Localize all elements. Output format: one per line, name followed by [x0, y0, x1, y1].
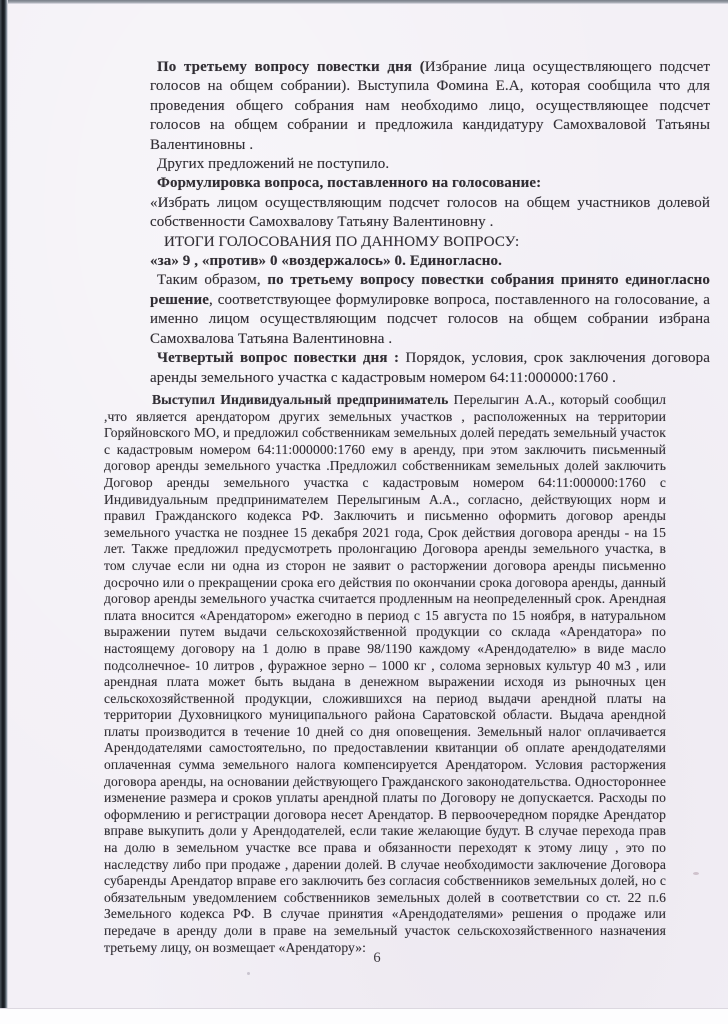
paragraph-third-question-intro [150, 58, 710, 155]
section-fourth-question [104, 392, 666, 956]
scan-edge-left [0, 0, 8, 1009]
paragraph-voting-results: «за» 9 , «против» 0 «воздержалось» 0. Единогласно. [150, 253, 502, 270]
paragraph-fourth-question-heading: Четвертый вопрос повестки дня : Порядок, условия, срок заключения договора аренды земельного участка с кадастровым номером 64:11:000000:1760 . [150, 350, 710, 386]
speaker-heading: Выступил Индивидуальный предприниматель [152, 392, 454, 407]
paragraph-question-wording: «Избрать лицом осуществляющим подсчет голосов на общем участников долевой собственности Самохвалову Татьяну Валентиновну . [150, 194, 710, 231]
paragraph-question-wording-heading: Формулировка вопроса, поставленного на голосование: [157, 175, 542, 192]
paragraph-voting-results-heading: ИТОГИ ГОЛОСОВАНИЯ ПО ДАННОМУ ВОПРОСУ: [164, 233, 520, 250]
third-question-body: Избрание лица осуществляющего подсчет голосов на общем собрании). Выступила Фомина Е.А, которая сообщила что для проведения общего собрания нам необходимо лицо, осуществляющее подсчет голосов на общем собрании и предложила кандидатуру Самохваловой Татьяны Валентиновны . [150, 59, 710, 153]
scan-edge-bottom [0, 1008, 728, 1024]
paragraph-no-other-proposals: Других предложений не поступило. [157, 156, 390, 173]
third-question-heading: По третьему вопросу повестки дня ( [157, 59, 425, 75]
scan-speck [247, 972, 250, 975]
paragraph-decision: Таким образом, по третьему вопросу повестки собрания принято единогласно решение, соответствующее формулировке вопроса, поставленного на голосование, а именно лицом осуществляющим подсчет голосов на общем собрании избрана Самохвалова Татьяна Валентиновна . [150, 272, 710, 347]
section-third-question [150, 58, 710, 388]
paragraph-entrepreneur-speech [104, 392, 666, 956]
scan-speck [693, 872, 699, 875]
scan-edge-top [0, 0, 728, 4]
speech-body: Перелыгин А.А., который сообщил ,что является арендатором других земельных участков , расположенных на территории Горяйновского МО, и предложил собственникам земельных долей передать земельный участок с кадастровым номером 64:11:000000:1760 ему в аренду, при этом заключить письменный договор аренды земельного участка .Предложил собственникам земельных долей заключить Договор аренды земельного участка с кадастровым номером 64:11:000000:1760 с Индивидуальным предпринимателем Перелыгиным А.А., согласно, действующих норм и правил Гражданского кодекса РФ. Заключить и письменно оформить договор аренды земельного участка не позднее 15 декабря 2021 года, Срок действия договора аренды - на 15 лет. Также предложил предусмотреть пролонгацию Договора аренды земельного участка, в том случае если ни одна из сторон не заявит о расторжении договора аренды письменно досрочно или о прекращении срока его действия по окончании срока договора аренды, данный договор аренды земельного участка считается продленным на неопределенный срок. Арендная плата вносится «Арендатором» ежегодно в период с 15 августа по 15 ноября, в натуральном выражении путем выдачи сельскохозяйственной продукции со склада «Арендатора» по настоящему договору на 1 долю в праве 98/1190 каждому «Арендодателю» в виде масло подсолнечное- 10 литров , фуражное зерно – 1000 кг , солома зерновых культур 40 м3 , или арендная плата может быть выдана в денежном выражении исходя из рыночных цен сельскохозяйственной продукции, сложившихся на период выдачи арендной платы на территории Духовницкого муниципального района Саратовской области. Выдача арендной платы производится в течение 10 дней со дня оповещения. Земельный налог оплачивается Арендодателями самостоятельно, по предоставлении квитанции об оплате арендодателями оплаченная сумма земельного налога компенсируется Арендатором. Условия расторжения договора аренды, на основании действующего Гражданского законодательства. Одностороннее изменение размера и сроков уплаты арендной платы по Договору не допускается. Расходы по оформлению и регистрации договора несет Арендатор. В первоочередном порядке Арендатор вправе выкупить доли у Арендодателей, если такие желающие будут. В случае перехода прав на долю в земельном участке все права и обязанности переходят к этому лицу , это по наследству либо при продаже , дарении долей. В случае необходимости заключение Договора субаренды Арендатор вправе его заключить без согласия собственников земельных долей, но с обязательным уведомлением собственников земельных долей в соответствии со ст. 22 п.6 Земельного кодекса РФ. В случае принятия «Арендодателями» решения о продаже или передаче в аренду доли в праве на земельный участок сельскохозяйственного назначения третьему лицу, он возмещает «Арендатору»: [104, 392, 666, 955]
page-number: 6 [373, 950, 381, 966]
